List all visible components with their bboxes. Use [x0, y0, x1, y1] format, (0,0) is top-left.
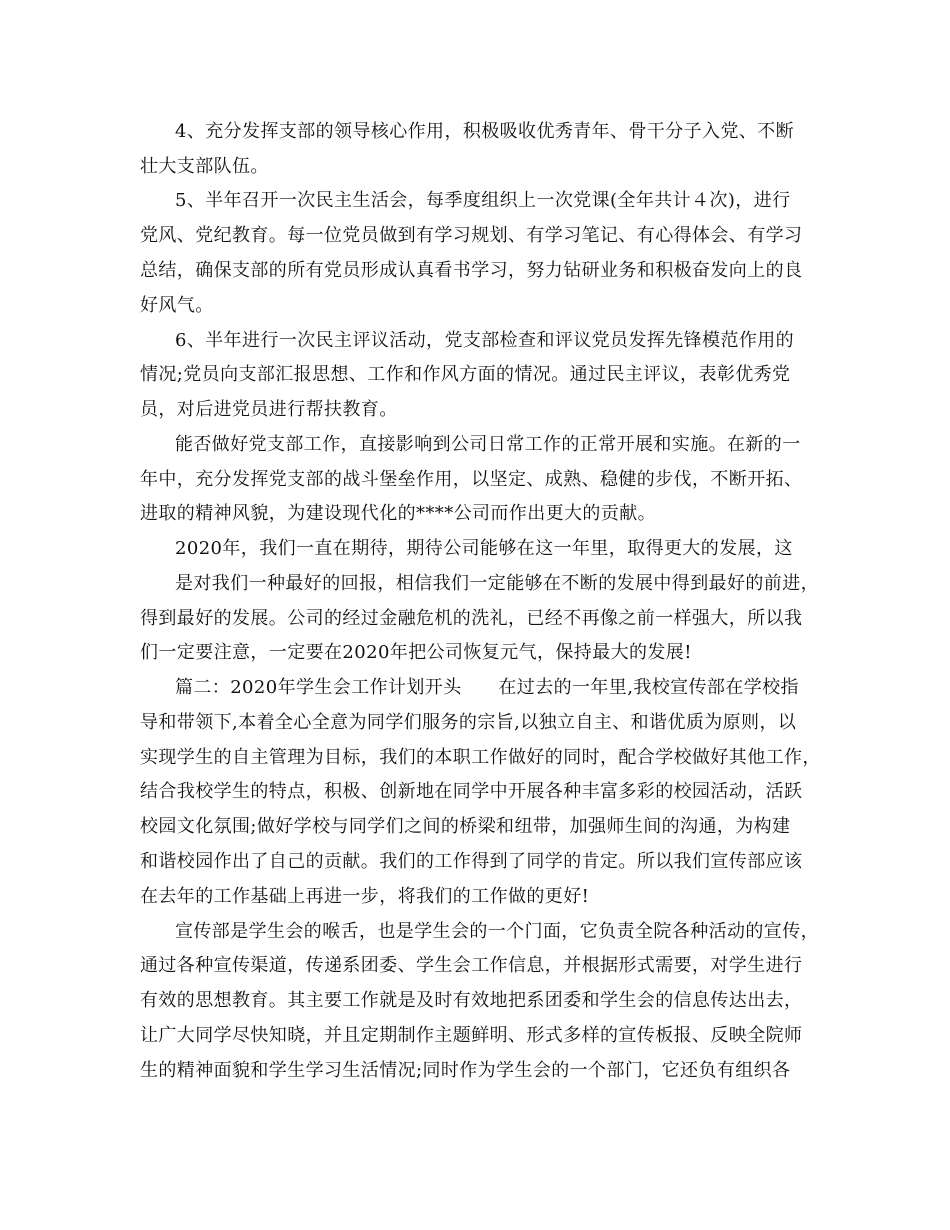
text-line: 让广大同学尽快知晓，并且定期制作主题鲜明、形式多样的宣传板报、反映全院师	[140, 1025, 803, 1046]
text-line: 4、充分发挥支部的领导核心作用，积极吸收优秀青年、骨干分子入党、不断	[175, 121, 795, 142]
text-line: 得到最好的发展。公司的经过金融危机的洗礼，已经不再像之前一样强大，所以我	[140, 608, 803, 629]
text-line: 篇二：2020年学生会工作计划开头 在过去的一年里,我校宣传部在学校指	[175, 677, 799, 698]
text-line: 有效的思想教育。其主要工作就是及时有效地把系团委和学生会的信息传达出去，	[140, 990, 803, 1011]
text-line: 党风、党纪教育。每一位党员做到有学习规划、有学习笔记、有心得体会、有学习	[140, 225, 803, 246]
text-line: 进取的精神风貌，为建设现代化的****公司而作出更大的贡献。	[140, 503, 656, 524]
text-line: 实现学生的自主管理为目标，我们的本职工作做好的同时，配合学校做好其他工作，	[140, 747, 821, 768]
text-line: 导和带领下,本着全心全意为同学们服务的宗旨,以独立自主、和谐优质为原则，以	[140, 712, 797, 733]
text-line: 结合我校学生的特点，积极、创新地在同学中开展各种丰富多彩的校园活动，活跃	[140, 781, 803, 802]
text-line: 校园文化氛围;做好学校与同学们之间的桥梁和纽带，加强师生间的沟通，为构建	[140, 816, 791, 837]
text-line: 们一定要注意，一定要在2020年把公司恢复元气，保持最大的发展!	[140, 642, 692, 663]
text-line: 宣传部是学生会的喉舌，也是学生会的一个门面，它负责全院各种活动的宣传，	[175, 921, 819, 942]
text-line: 年中，充分发挥党支部的战斗堡垒作用，以坚定、成熟、稳健的步伐，不断开拓、	[140, 469, 803, 490]
text-line: 总结，确保支部的所有党员形成认真看书学习，努力钻研业务和积极奋发向上的良	[140, 260, 803, 281]
text-line: 员，对后进党员进行帮扶教育。	[140, 399, 398, 420]
text-line: 是对我们一种最好的回报，相信我们一定能够在不断的发展中得到最好的前进，	[175, 573, 819, 594]
text-line: 5、半年召开一次民主生活会，每季度组织上一次党课(全年共计４次)，进行	[175, 190, 791, 211]
text-line: 壮大支部队伍。	[140, 156, 269, 177]
text-line: 情况;党员向支部汇报思想、工作和作风方面的情况。通过民主评议，表彰优秀党	[140, 364, 791, 385]
text-line: 6、半年进行一次民主评议活动，党支部检查和评议党员发挥先锋模范作用的	[175, 330, 795, 351]
text-line: 能否做好党支部工作，直接影响到公司日常工作的正常开展和实施。在新的一	[175, 434, 801, 455]
text-line: 2020年，我们一直在期待，期待公司能够在这一年里，取得更大的发展，这	[175, 538, 793, 559]
text-line: 和谐校园作出了自己的贡献。我们的工作得到了同学的肯定。所以我们宣传部应该	[140, 851, 803, 872]
text-line: 生的精神面貌和学生学习生活情况;同时作为学生会的一个部门，它还负有组织各	[140, 1060, 791, 1081]
text-line: 好风气。	[140, 295, 214, 316]
text-line: 在去年的工作基础上再进一步，将我们的工作做的更好!	[140, 886, 590, 907]
text-line: 通过各种宣传渠道，传递系团委、学生会工作信息，并根据形式需要，对学生进行	[140, 955, 803, 976]
